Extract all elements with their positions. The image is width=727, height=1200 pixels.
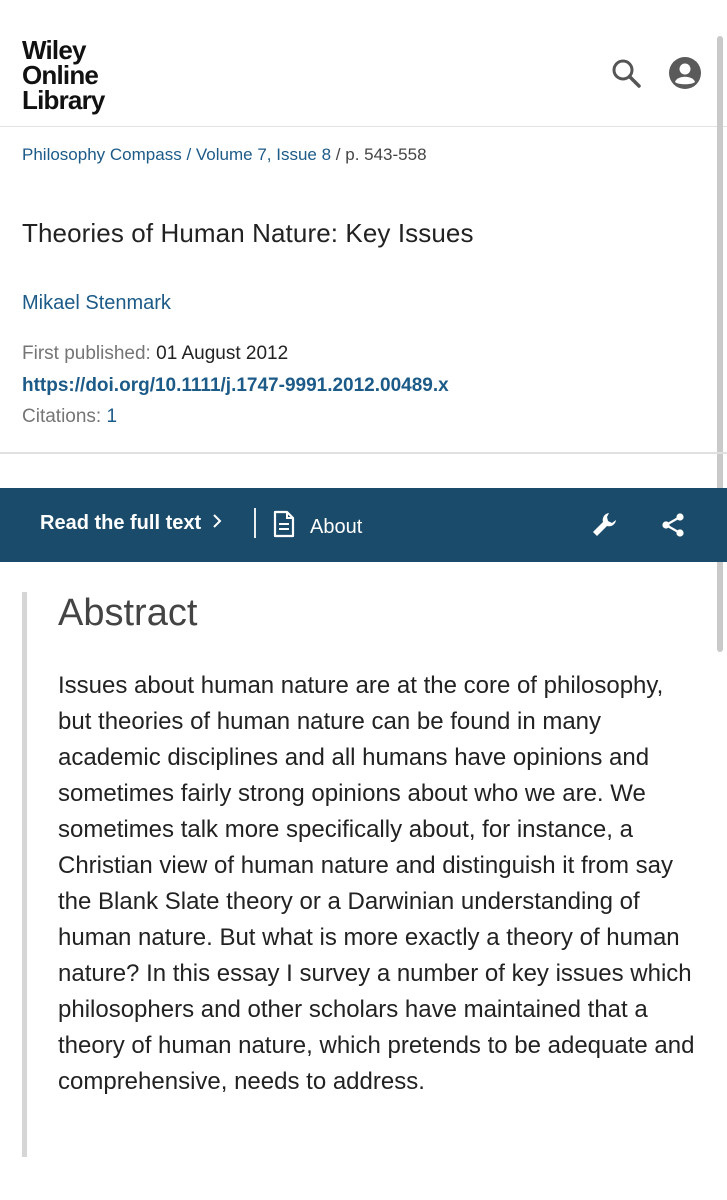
first-published-date: 01 August 2012	[156, 343, 289, 364]
read-full-text-button[interactable]	[40, 512, 223, 535]
breadcrumb-separator: /	[335, 145, 341, 164]
about-button[interactable]	[272, 510, 362, 544]
chevron-right-icon	[211, 512, 223, 535]
breadcrumb-separator: /	[186, 145, 192, 164]
logo-line-3: Library	[22, 85, 105, 115]
user-account-icon[interactable]	[667, 55, 703, 91]
article-toolbar	[0, 488, 727, 562]
wrench-icon[interactable]	[588, 508, 622, 542]
doi-row	[22, 375, 449, 397]
breadcrumb-volume-issue[interactable]: Volume 7, Issue 8	[195, 145, 332, 164]
read-full-text-label: Read the full text	[40, 512, 202, 534]
document-icon	[272, 510, 296, 544]
breadcrumb-journal[interactable]: Philosophy Compass	[22, 145, 182, 164]
article-title: Theories of Human Nature: Key Issues	[22, 218, 474, 248]
abstract-accent-bar	[22, 592, 27, 1157]
citations-row	[22, 406, 117, 428]
abstract-text: Issues about human nature are at the core of philosophy, but theories of human nature can be found in many academic disciplines and all humans have opinions and sometimes fairly strong opinions about who we are. We sometimes talk more specifically about, for instance, a Christian view of human nature and distinguish it from say the Blank Slate theory or a Darwinian understanding of human nature. But what is more exactly a theory of human nature? In this essay I survey a number of key issues which philosophers and other scholars have maintained that a theory of human nature, which pretends to be adequate and comprehensive, needs to address.	[58, 672, 695, 1095]
first-published-row	[22, 343, 288, 365]
first-published-label: First published:	[22, 343, 151, 364]
citations-label: Citations:	[22, 406, 102, 427]
search-icon[interactable]	[608, 55, 644, 91]
share-icon[interactable]	[656, 508, 690, 542]
breadcrumb	[22, 145, 427, 165]
about-label: About	[310, 515, 363, 538]
toolbar-separator	[254, 508, 256, 538]
abstract-heading: Abstract	[58, 592, 198, 634]
breadcrumb-pages: p. 543-558	[345, 145, 427, 164]
author-link[interactable]: Mikael Stenmark	[22, 292, 171, 314]
divider	[0, 452, 727, 454]
site-header	[0, 0, 727, 127]
wiley-online-library-logo[interactable]	[22, 35, 105, 115]
citations-count[interactable]: 1	[106, 406, 118, 427]
logo-line-2: Online	[22, 60, 99, 90]
doi-link[interactable]: https://doi.org/10.1111/j.1747-9991.2012.00489.x	[22, 375, 449, 396]
logo-line-1: Wiley	[22, 35, 86, 65]
